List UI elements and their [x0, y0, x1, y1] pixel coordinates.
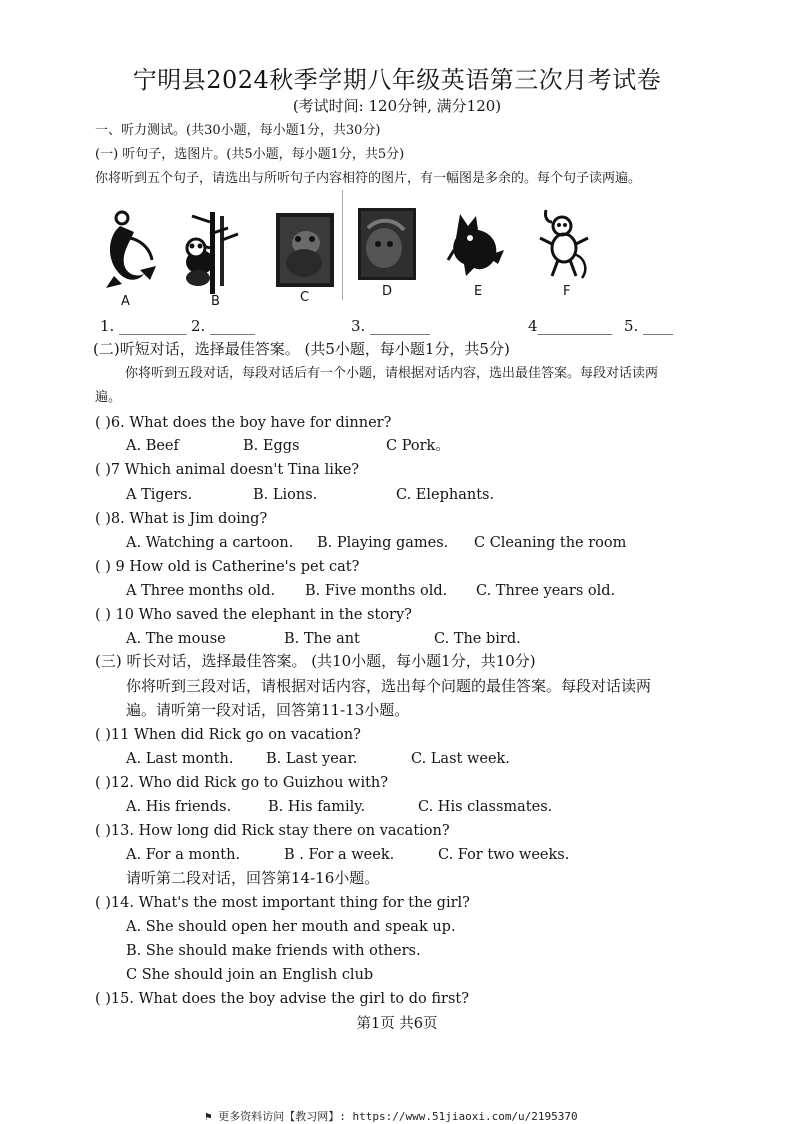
picture-label-c: C — [300, 290, 310, 305]
question-8: ( )8. What is Jim doing? — [95, 511, 268, 527]
photo-d-icon — [358, 208, 416, 280]
option-c[interactable]: C. His classmates. — [418, 799, 553, 815]
section-instructions: 你将听到五段对话，每段对话后有一个小题，请根据对话内容，选出最佳答案。每段对话读两 — [125, 366, 659, 381]
option-a[interactable]: A. For a month. — [126, 847, 241, 863]
picture-label-d: D — [382, 284, 393, 299]
monkey-icon — [538, 208, 592, 282]
answer-blank-1[interactable]: 1. _________ — [100, 317, 187, 335]
animal-e-icon — [446, 210, 508, 280]
option-a[interactable]: A. His friends. — [126, 799, 232, 815]
section-instructions: 请听第二段对话，回答第14-16小题。 — [126, 869, 380, 887]
question-11: ( )11 When did Rick go on vacation? — [95, 727, 361, 743]
part-heading: 一、听力测试。(共30小题，每小题1分，共30分) — [95, 123, 381, 138]
option-a[interactable]: A Three months old. — [126, 583, 276, 599]
scan-divider — [342, 190, 343, 300]
question-12: ( )12. Who did Rick go to Guizhou with? — [95, 775, 389, 791]
section-heading: (二)听短对话，选择最佳答案。 (共5小题，每小题1分，共5分) — [93, 340, 510, 358]
flag-icon: ⚑ — [205, 1110, 212, 1123]
option-c[interactable]: C Pork。 — [386, 438, 450, 454]
answer-blank-3[interactable]: 3. ________ — [351, 317, 431, 335]
answer-blank-2[interactable]: 2. ______ — [191, 317, 256, 335]
picture-label-e: E — [474, 284, 483, 299]
section-heading: (一) 听句子，选图片。(共5小题，每小题1分，共5分) — [95, 147, 405, 162]
option-a[interactable]: A. Watching a cartoon. — [126, 535, 294, 551]
panda-bamboo-icon — [180, 212, 240, 294]
question-14: ( )14. What's the most important thing for the girl? — [95, 895, 470, 911]
option-b[interactable]: B. Lions. — [253, 487, 318, 503]
option-a[interactable]: A. The mouse — [126, 631, 226, 647]
section-heading: (三) 听长对话，选择最佳答案。 (共10小题，每小题1分，共10分) — [95, 652, 536, 670]
picture-label-f: F — [563, 284, 571, 299]
option-c[interactable]: C Cleaning the room — [474, 535, 627, 551]
option-c[interactable]: C. Three years old. — [476, 583, 616, 599]
section-instructions: 你将听到三段对话，请根据对话内容，选出每个问题的最佳答案。每段对话读两 — [126, 677, 652, 695]
option-b[interactable]: B. She should make friends with others. — [126, 943, 421, 959]
option-b[interactable]: B. Playing games. — [317, 535, 449, 551]
option-b[interactable]: B. Eggs — [243, 438, 300, 454]
picture-label-b: B — [211, 294, 220, 309]
question-15: ( )15. What does the boy advise the girl to do first? — [95, 991, 469, 1007]
page-subtitle: (考试时间: 120分钟, 满分120) — [292, 97, 502, 115]
option-b[interactable]: B. The ant — [284, 631, 360, 647]
option-c[interactable]: C. Elephants. — [396, 487, 495, 503]
option-c[interactable]: C. The bird. — [434, 631, 521, 647]
option-a[interactable]: A. Beef — [126, 438, 179, 454]
option-c[interactable]: C. Last week. — [411, 751, 510, 767]
option-b[interactable]: B. His family. — [268, 799, 366, 815]
option-a[interactable]: A. She should open her mouth and speak up. — [126, 919, 456, 935]
photo-c-icon — [276, 213, 334, 287]
option-c[interactable]: C. For two weeks. — [438, 847, 570, 863]
option-b[interactable]: B . For a week. — [284, 847, 395, 863]
dolphin-icon — [100, 208, 160, 293]
question-6: ( )6. What does the boy have for dinner? — [95, 415, 392, 431]
section-instructions: 遍。 — [95, 390, 122, 405]
question-13: ( )13. How long did Rick stay there on vacation? — [95, 823, 450, 839]
option-a[interactable]: A Tigers. — [126, 487, 193, 503]
option-c[interactable]: C She should join an English club — [126, 967, 374, 983]
site-link[interactable] — [205, 1108, 578, 1124]
question-10: ( ) 10 Who saved the elephant in the story? — [95, 607, 412, 623]
section-instructions: 遍。请听第一段对话，回答第11-13小题。 — [126, 701, 410, 719]
page-title: 宁明县2024秋季学期八年级英语第三次月考试卷 — [132, 66, 662, 94]
section-instructions: 你将听到五个句子，请选出与所听句子内容相符的图片，有一幅图是多余的。每个句子读两遍。 — [95, 171, 642, 186]
site-link-text: 更多资料访问【教习网】: https://www.51jiaoxi.com/u/2195370 — [218, 1110, 578, 1123]
picture-label-a: A — [121, 294, 130, 309]
question-7: ( )7 Which animal doesn't Tina like? — [95, 462, 360, 478]
answer-blank-4[interactable]: 4__________ — [528, 317, 613, 335]
question-9: ( ) 9 How old is Catherine's pet cat? — [95, 559, 360, 575]
option-b[interactable]: B. Last year. — [266, 751, 358, 767]
option-a[interactable]: A. Last month. — [126, 751, 234, 767]
page-number: 第1页 共6页 — [356, 1016, 438, 1032]
answer-blank-5[interactable]: 5. ____ — [624, 317, 674, 335]
option-b[interactable]: B. Five months old. — [305, 583, 448, 599]
